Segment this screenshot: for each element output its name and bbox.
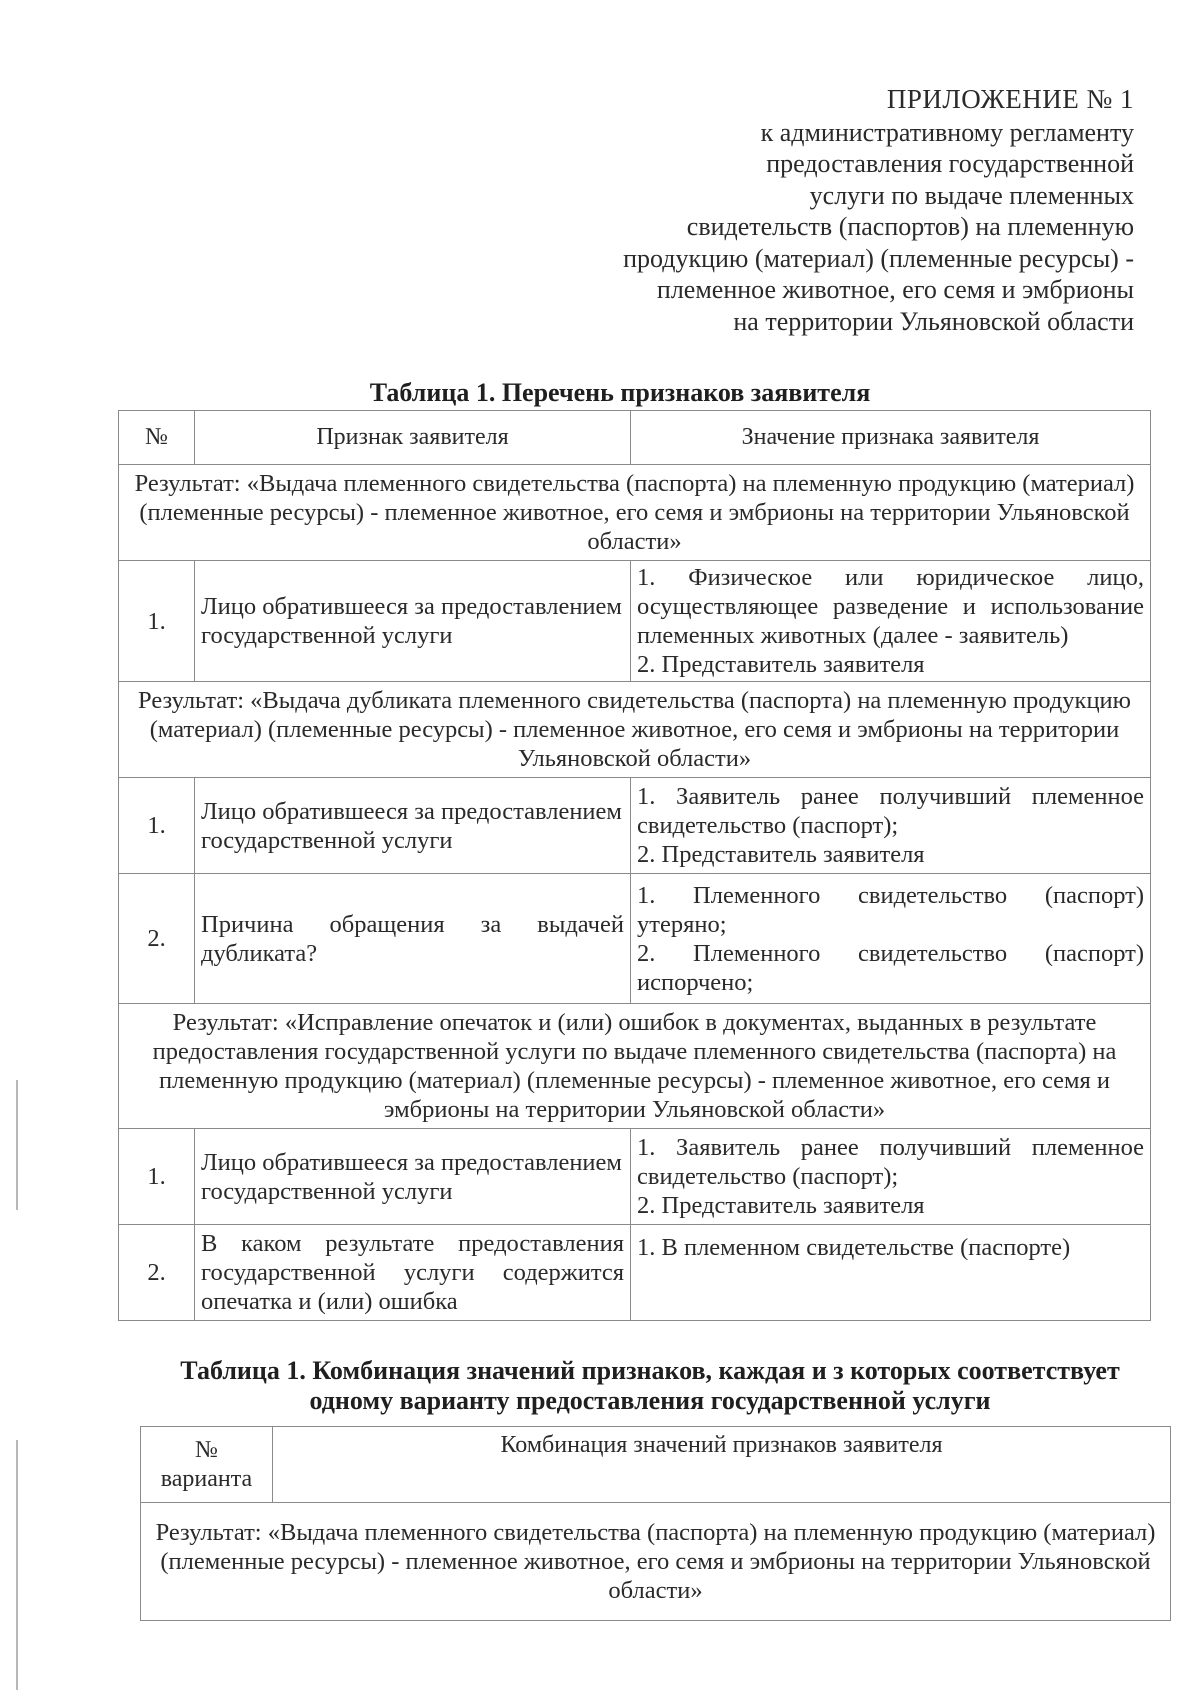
- attribute-cell: Лицо обратившееся за предоставлением государственной услуги: [195, 561, 631, 682]
- value-cell: [631, 778, 1151, 874]
- value-cell: [631, 561, 1151, 682]
- value-item: 2. Представитель заявителя: [637, 1192, 925, 1219]
- result-row: [119, 465, 1151, 561]
- attribute-cell: Лицо обратившееся за предоставлением государственной услуги: [195, 778, 631, 874]
- row-number: 1.: [119, 778, 195, 874]
- attribute-cell: В каком результате предоставления государственной услуги содержится опечатка и (или) ошибка: [195, 1225, 631, 1321]
- table1-applicant-attributes: [118, 410, 1151, 1321]
- appendix-heading-block: [560, 84, 1134, 337]
- table1-title: Таблица 1. Перечень признаков заявителя: [369, 378, 871, 407]
- table-row: [119, 1129, 1151, 1225]
- table2-title: Таблица 1. Комбинация значений признаков, каждая и з которых соответствует одному варианту предоставления государственной услуги: [180, 1356, 1120, 1415]
- attribute-cell: Причина обращения за выдачей дубликата?: [195, 874, 631, 1004]
- row-number: 2.: [119, 874, 195, 1004]
- attribute-cell: Лицо обратившееся за предоставлением государственной услуги: [195, 1129, 631, 1225]
- header-attribute-value: Значение признака заявителя: [631, 411, 1151, 465]
- appendix-line: на территории Ульяновской области: [733, 306, 1134, 336]
- table-row: [119, 561, 1151, 682]
- table-row: [119, 1225, 1151, 1321]
- appendix-number: ПРИЛОЖЕНИЕ № 1: [886, 84, 1134, 114]
- value-item: 1. Физическое или юридическое лицо, осуществляющее разведение и использование племенных животных (далее - заявитель): [637, 564, 1144, 649]
- table1-header-row: [119, 411, 1151, 465]
- value-cell: [631, 874, 1151, 1004]
- result-row: [119, 682, 1151, 778]
- appendix-line: продукцию (материал) (племенные ресурсы) -: [623, 243, 1134, 273]
- table2-variant-combinations: [140, 1426, 1171, 1621]
- value-item: 1. В племенном свидетельстве (паспорте): [637, 1234, 1071, 1261]
- header-attribute: Признак заявителя: [195, 411, 631, 465]
- header-combination: Комбинация значений признаков заявителя: [273, 1427, 1171, 1503]
- row-number: 1.: [119, 561, 195, 682]
- appendix-line: племенное животное, его семя и эмбрионы: [656, 275, 1134, 304]
- value-item: 1. Заявитель ранее получивший племенное свидетельство (паспорт);: [637, 1134, 1144, 1190]
- table2-header-row: [141, 1427, 1171, 1503]
- value-item: 2. Племенного свидетельство (паспорт) испорчено;: [637, 939, 1144, 996]
- row-number: 2.: [119, 1225, 195, 1321]
- value-cell: [631, 1129, 1151, 1225]
- scan-artifact: [16, 1080, 18, 1210]
- appendix-line: свидетельств (паспортов) на племенную: [686, 212, 1134, 241]
- row-number: 1.: [119, 1129, 195, 1225]
- value-item: 1. Племенного свидетельство (паспорт) утеряно;: [637, 881, 1144, 938]
- table-row: [119, 874, 1151, 1004]
- result-row: [119, 1004, 1151, 1129]
- scan-artifact: [16, 1440, 18, 1690]
- result-text: Результат: «Выдача племенного свидетельства (паспорта) на племенную продукцию (материал) (племенные ресурсы) - племенное животное, его семя и эмбрионы на территории Ульяновской области»: [141, 1503, 1171, 1621]
- appendix-line: к административному регламенту: [760, 117, 1134, 147]
- result-text: Результат: «Исправление опечаток и (или) ошибок в документах, выданных в результате предоставления государственной услуги по выдаче племенного свидетельства (паспорта) на племенную продукцию (материал) (племенные ресурсы) - племенное животное, его семя и эмбрионы на территории Ульяновской области»: [119, 1004, 1151, 1129]
- value-item: 2. Представитель заявителя: [637, 651, 925, 678]
- table-row: [119, 778, 1151, 874]
- value-item: 2. Представитель заявителя: [637, 841, 925, 868]
- header-number: №: [119, 411, 195, 465]
- appendix-line: предоставления государственной: [766, 149, 1134, 178]
- header-variant-number: № варианта: [141, 1427, 273, 1503]
- value-cell: [631, 1225, 1151, 1321]
- result-text: Результат: «Выдача племенного свидетельства (паспорта) на племенную продукцию (материал) (племенные ресурсы) - племенное животное, его семя и эмбрионы на территории Ульяновской области»: [119, 465, 1151, 561]
- result-row: [141, 1503, 1171, 1621]
- value-item: 1. Заявитель ранее получивший племенное свидетельство (паспорт);: [637, 783, 1144, 839]
- appendix-line: услуги по выдаче племенных: [809, 180, 1134, 210]
- result-text: Результат: «Выдача дубликата племенного свидетельства (паспорта) на племенную продукцию (материал) (племенные ресурсы) - племенное животное, его семя и эмбрионы на территории Ульяновской области»: [119, 682, 1151, 778]
